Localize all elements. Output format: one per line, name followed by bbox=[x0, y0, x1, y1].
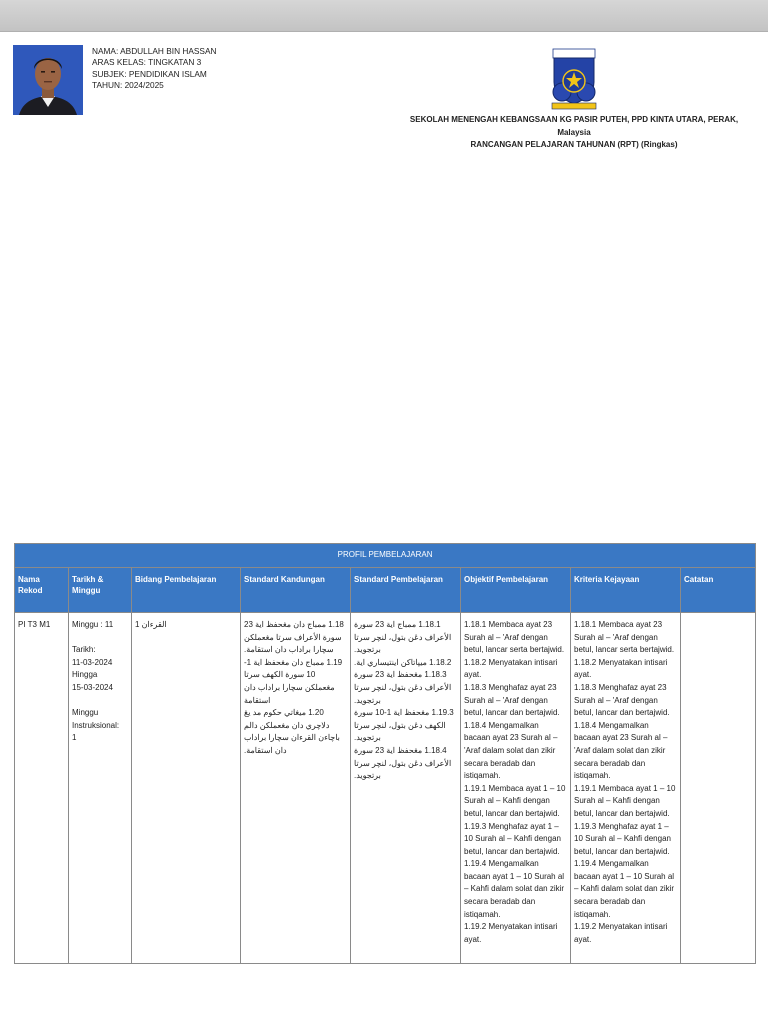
school-crest-logo bbox=[540, 48, 608, 112]
rpt-table bbox=[14, 543, 756, 964]
profile-banner: PROFIL PEMBELAJARAN bbox=[15, 544, 756, 568]
success-criteria-cell: 1.18.1 Membaca ayat 23 Surah al – 'Araf dengan betul, lancar serta bertajwid. 1.18.2 Menyatakan intisari ayat. 1.18.3 Menghafaz ayat 23 Surah al – 'Araf dengan betul, lancar dan bertajwid. 1.18.4 Mengamalkan bacaan ayat 23 Surah al – 'Araf dalam solat dan zikir secara beradab dan istiqamah. 1.19.1 Membaca ayat 1 – 10 Surah al – Kahfi dengan betul, lancar dan bertajwid. 1.19.3 Menghafaz ayat 1 – 10 Surah al – Kahfi dengan betul, lancar dan bertajwid. 1.19.4 Mengamalkan bacaan ayat 1 – 10 Surah al – Kahfi dalam solat dan zikir secara beradab dan istiqamah. 1.19.2 Menyatakan intisari ayat. bbox=[571, 613, 681, 964]
header-success-criteria: Kriteria Kejayaan bbox=[571, 568, 681, 613]
date-week-cell: Minggu : 11 Tarikh: 11-03-2024 Hingga 15-03-2024 Minggu Instruksional: 1 bbox=[69, 613, 132, 964]
header-learning-objective: Objektif Pembelajaran bbox=[461, 568, 571, 613]
header-content-standard: Standard Kandungan bbox=[241, 568, 351, 613]
document-title: RANCANGAN PELAJARAN TAHUNAN (RPT) (Ringkas) bbox=[470, 140, 678, 149]
table-header-row bbox=[15, 568, 756, 613]
learning-field-cell: القرءان 1 bbox=[132, 613, 241, 964]
teacher-class-level: ARAS KELAS: TINGKATAN 3 bbox=[92, 57, 202, 68]
teacher-subject: SUBJEK: PENDIDIKAN ISLAM bbox=[92, 68, 207, 79]
header-date-week: Tarikh & Minggu bbox=[69, 568, 132, 613]
record-name-cell: PI T3 M1 bbox=[15, 613, 69, 964]
school-header bbox=[396, 114, 752, 152]
browser-toolbar bbox=[0, 0, 768, 32]
teacher-photo bbox=[13, 45, 83, 115]
learning-standard-cell: 1.18.1 ممباج اية 23 سورة الأعراف دڠن بتول، لنچر سرتا برتجويد. 1.18.2 ميڽاتاكن اينتيساري اية. 1.18.3 مڠحفظ اية 23 سورة الأعراف دڠن بتول، لنچر سرتا برتجويد. 1.19.3 مڠحفظ اية 1-10 سورة الكهف دڠن بتول، لنچر سرتا برتجويد. 1.18.4 مڠحفظ اية 23 سورة الأعراف دڠن بتول، لنچر سرتا برتجويد. bbox=[351, 613, 461, 964]
header-notes: Catatan bbox=[681, 568, 756, 613]
header-record-name: Nama Rekod bbox=[15, 568, 69, 613]
teacher-info bbox=[92, 46, 217, 91]
teacher-year: TAHUN: 2024/2025 bbox=[92, 79, 164, 90]
header-learning-field: Bidang Pembelajaran bbox=[132, 568, 241, 613]
table-row bbox=[15, 613, 756, 964]
header-learning-standard: Standard Pembelajaran bbox=[351, 568, 461, 613]
learning-objective-cell: 1.18.1 Membaca ayat 23 Surah al – 'Araf dengan betul, lancar serta bertajwid. 1.18.2 Menyatakan intisari ayat. 1.18.3 Menghafaz ayat 23 Surah al – 'Araf dengan betul, lancar dan bertajwid. 1.18.4 Mengamalkan bacaan ayat 23 Surah al – 'Araf dalam solat dan zikir secara beradab dan istiqamah. 1.19.1 Membaca ayat 1 – 10 Surah al – Kahfi dengan betul, lancar dan bertajwid. 1.19.3 Menghafaz ayat 1 – 10 Surah al – Kahfi dengan betul, lancar dan bertajwid. 1.19.4 Mengamalkan bacaan ayat 1 – 10 Surah al – Kahfi dalam solat dan zikir secara beradab dan istiqamah. 1.19.2 Menyatakan intisari ayat. bbox=[461, 613, 571, 964]
school-name: SEKOLAH MENENGAH KEBANGSAAN KG PASIR PUTEH, PPD KINTA UTARA, PERAK, Malaysia bbox=[409, 115, 739, 137]
notes-cell bbox=[681, 613, 756, 964]
content-standard-cell: 1.18 ممباج دان مڠحفظ اية 23 سورة الأعراف سرتا مڠعملكن سچارا براداب دان استقامة. 1.19 ممباج دان مڠحفظ اية 1- 10 سورة الكهف سرتا مڠعملكن سچارا براداب دان استقامة 1.20 ميڠاتي حكوم مد يڠ دلاچري دان مڠعملكن دالم باچاءن القرءان سچارا براداب دان استقامة. bbox=[241, 613, 351, 964]
teacher-name: NAMA: ABDULLAH BIN HASSAN bbox=[92, 46, 217, 56]
